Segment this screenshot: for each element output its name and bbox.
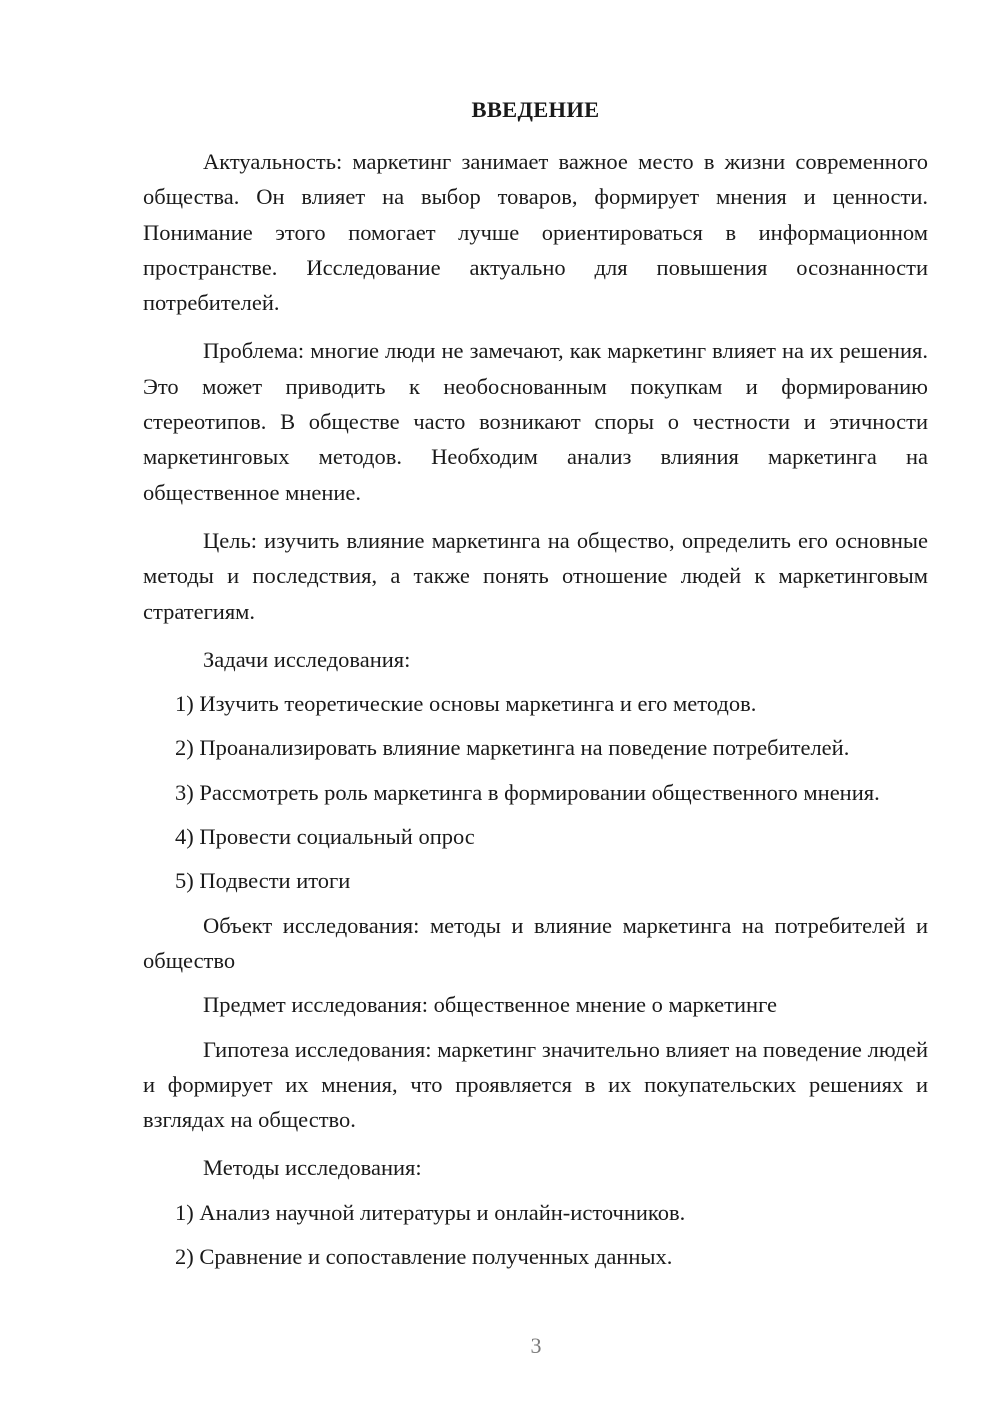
task-item: 3) Рассмотреть роль маркетинга в формировании общественного мнения.	[175, 779, 880, 805]
relevance-paragraph: Актуальность: маркетинг занимает важное место в жизни современного общества. Он влияет на выбор товаров, формирует мнения и ценности. Понимание этого помогает лучше ориентироваться в информационном пространстве. Исследование актуально для повышения осознанности потребителей.	[143, 149, 928, 316]
tasks-heading: Задачи исследования:	[203, 646, 411, 672]
task-item: 5) Подвести итоги	[175, 868, 351, 894]
task-item: 1) Изучить теоретические основы маркетинга и его методов.	[175, 691, 757, 717]
subject-paragraph: Предмет исследования: общественное мнение о маркетинге	[203, 992, 778, 1018]
task-item: 4) Провести социальный опрос	[175, 824, 475, 850]
page-content	[143, 92, 928, 1283]
hypothesis-paragraph: Гипотеза исследования: маркетинг значительно влияет на поведение людей и формирует их мнения, что проявляется в их покупательских решениях и взглядах на общество.	[143, 1036, 928, 1133]
object-paragraph: Объект исследования: методы и влияние маркетинга на потребителей и общество	[143, 912, 928, 973]
problem-paragraph: Проблема: многие люди не замечают, как маркетинг влияет на их решения. Это может приводить к необоснованным покупкам и формированию стереотипов. В обществе часто возникают споры о честности и этичности маркетинговых методов. Необходим анализ влияния маркетинга на общественное мнение.	[143, 338, 928, 505]
method-item: 1) Анализ научной литературы и онлайн-источников.	[175, 1199, 686, 1225]
methods-heading: Методы исследования:	[203, 1155, 422, 1181]
task-item: 2) Проанализировать влияние маркетинга на поведение потребителей.	[175, 735, 850, 761]
method-item: 2) Сравнение и сопоставление полученных данных.	[175, 1244, 673, 1270]
goal-paragraph: Цель: изучить влияние маркетинга на общество, определить его основные методы и последствия, а также понять отношение людей к маркетинговым стратегиям.	[143, 527, 928, 624]
page-number: 3	[530, 1333, 542, 1358]
section-title: ВВЕДЕНИЕ	[471, 97, 600, 122]
